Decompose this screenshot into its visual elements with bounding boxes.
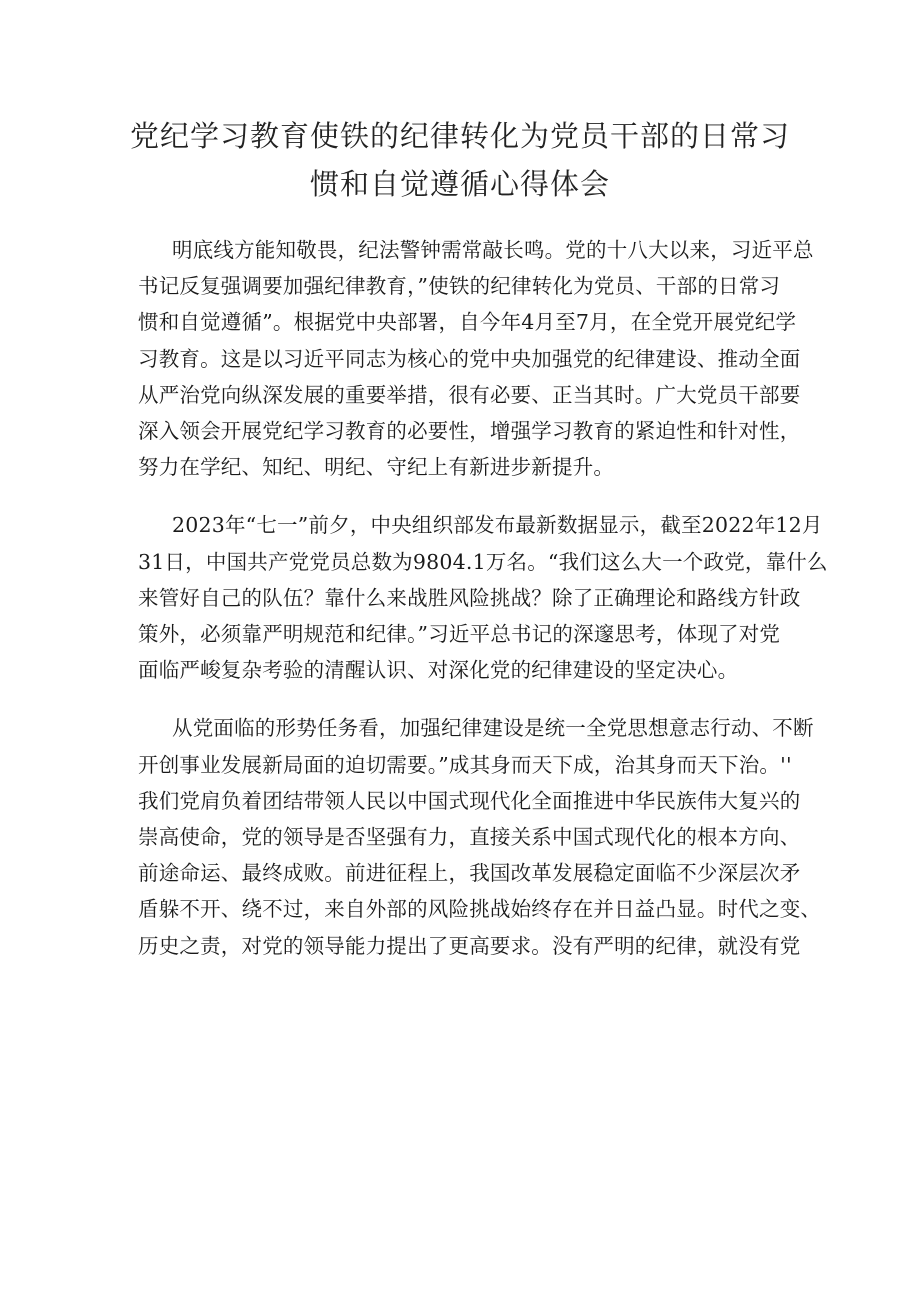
paragraph-3 (138, 710, 822, 963)
text-line: 从严治党向纵深发展的重要举措，很有必要、正当其时。广大党员干部要 (138, 382, 801, 407)
text-line: 策外，必须靠严明规范和纪律。”习近平总书记的深邃思考，体现了对党 (138, 622, 781, 647)
title-line-2: 惯和自觉遵循心得体会 (309, 167, 610, 201)
title-line-1: 党纪学习教育使铁的纪律转化为党员干部的日常习 (130, 119, 791, 153)
text-line: 从党面临的形势任务看，加强纪律建设是统一全党思想意志行动、不断 (172, 716, 814, 741)
text-line: 来管好自己的队伍？靠什么来战胜风险挑战？除了正确理论和路线方针政 (138, 585, 801, 610)
text-line: 历史之责，对党的领导能力提出了更高要求。没有严明的纪律，就没有党 (138, 933, 801, 958)
document-body (138, 232, 828, 986)
text-line: 明底线方能知敬畏，纪法警钟需常敲长鸣。党的十八大以来，习近平总 (172, 238, 814, 262)
text-line: 我们党肩负着团结带领人民以中国式现代化全面推进中华民族伟大复兴的 (138, 788, 801, 813)
text-line: 面临严峻复杂考验的清醒认识、对深化党的纪律建设的坚定决心。 (138, 658, 739, 683)
text-line: 崇高使命，党的领导是否坚强有力，直接关系中国式现代化的根本方向、 (138, 825, 801, 850)
text-line: 习教育。这是以习近平同志为核心的党中央加强党的纪律建设、推动全面 (138, 346, 801, 371)
text-line: 深入领会开展党纪学习教育的必要性，增强学习教育的紧迫性和针对性， (138, 419, 801, 444)
document-title (130, 112, 790, 208)
text-line: 惯和自觉遵循”。根据党中央部署，自今年4月至7月，在全党开展党纪学 (138, 310, 797, 335)
paragraph-1 (138, 232, 814, 485)
text-line: 前途命运、最终成败。前进征程上，我国改革发展稳定面临不少深层次矛 (138, 861, 801, 886)
text-line: 开创事业发展新局面的迫切需要。”成其身而天下成，治其身而天下治。'' (138, 752, 792, 777)
text-line: 2023年“七一”前夕，中央组织部发布最新数据显示，截至2022年12月 (172, 513, 823, 538)
text-line: 31日，中国共产党党员总数为9804.1万名。“我们这么大一个政党，靠什么 (138, 549, 828, 574)
text-line: 努力在学纪、知纪、明纪、守纪上有新进步新提升。 (138, 455, 615, 480)
text-line: 书记反复强调要加强纪律教育，”使铁的纪律转化为党员、干部的日常习 (138, 274, 781, 299)
text-line: 盾躲不开、绕不过，来自外部的风险挑战始终存在并日益凸显。时代之变、 (138, 897, 822, 922)
paragraph-2 (138, 507, 828, 688)
